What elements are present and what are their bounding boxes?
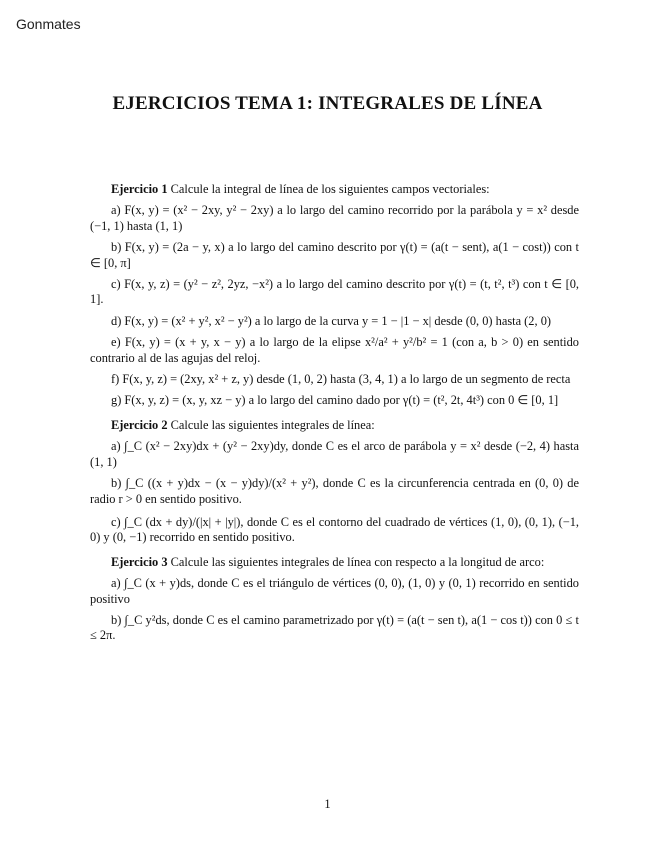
exercise-3 (90, 555, 579, 644)
exercise-item: d) F(x, y) = (x² + y², x² − y²) a lo largo de la curva y = 1 − |1 − x| desde (0, 0) hasta (2, 0) (111, 313, 552, 328)
exercise-statement: Calcule las siguientes integrales de línea: (170, 417, 375, 432)
site-label: Gonmates (16, 16, 81, 32)
document-body (90, 182, 579, 653)
exercise-item: c) ∫_C (dx + dy)/(|x| + |y|), donde C es el contorno del cuadrado de vértices (1, 0), (0, 1), (−1, 0) y (0, −1) recorrido en sentido positivo. (90, 514, 579, 545)
exercise-label: Ejercicio 3 (111, 554, 168, 569)
exercise-2 (90, 418, 579, 546)
exercise-item: a) F(x, y) = (x² − 2xy, y² − 2xy) a lo largo del camino recorrido por la parábola y = x² desde (−1, 1) hasta (1, 1) (90, 203, 579, 233)
exercise-heading (90, 555, 579, 570)
exercise-item: a) ∫_C (x² − 2xy)dx + (y² − 2xy)dy, donde C es el arco de parábola y = x² desde (−2, 4) hasta (1, 1) (90, 439, 579, 469)
exercise-item: c) F(x, y, z) = (y² − z², 2yz, −x²) a lo largo del camino descrito por γ(t) = (t, t², t³) con t ∈ [0, 1]. (90, 277, 579, 307)
exercise-item: a) ∫_C (x + y)ds, donde C es el triángulo de vértices (0, 0), (1, 0) y (0, 1) recorrido en sentido positivo (90, 576, 579, 606)
document-title: EJERCICIOS TEMA 1: INTEGRALES DE LÍNEA (112, 93, 543, 114)
exercise-item: b) F(x, y) = (2a − y, x) a lo largo del camino descrito por γ(t) = (a(t − sent), a(1 − cost)) con t ∈ [0, π] (90, 240, 579, 270)
exercise-1 (90, 182, 579, 409)
exercise-statement: Calcule la integral de línea de los siguientes campos vectoriales: (170, 182, 490, 196)
exercise-item: b) ∫_C y²ds, donde C es el camino parametrizado por γ(t) = (a(t − sen t), a(1 − cos t)) con 0 ≤ t ≤ 2π. (90, 612, 579, 643)
exercise-heading (90, 182, 579, 197)
exercise-heading (90, 418, 579, 433)
exercise-item: g) F(x, y, z) = (x, y, xz − y) a lo largo del camino dado por γ(t) = (t², 2t, 4t³) con 0 ∈ [0, 1] (111, 393, 559, 408)
exercise-statement: Calcule las siguientes integrales de línea con respecto a la longitud de arco: (170, 554, 545, 569)
exercise-item: b) ∫_C ((x + y)dx − (x − y)dy)/(x² + y²), donde C es la circunferencia centrada en (0, 0) de radio r > 0 en sentido positivo. (90, 476, 579, 506)
exercise-label: Ejercicio 2 (111, 417, 168, 432)
exercise-item: e) F(x, y) = (x + y, x − y) a lo largo de la elipse x²/a² + y²/b² = 1 (con a, b > 0) en sentido contrario al de las agujas del reloj. (90, 335, 579, 365)
page-number: 1 (324, 797, 331, 811)
exercise-label: Ejercicio 1 (111, 182, 168, 196)
exercise-item: f) F(x, y, z) = (2xy, x² + z, y) desde (1, 0, 2) hasta (3, 4, 1) a lo largo de un segmento de recta (111, 372, 571, 387)
